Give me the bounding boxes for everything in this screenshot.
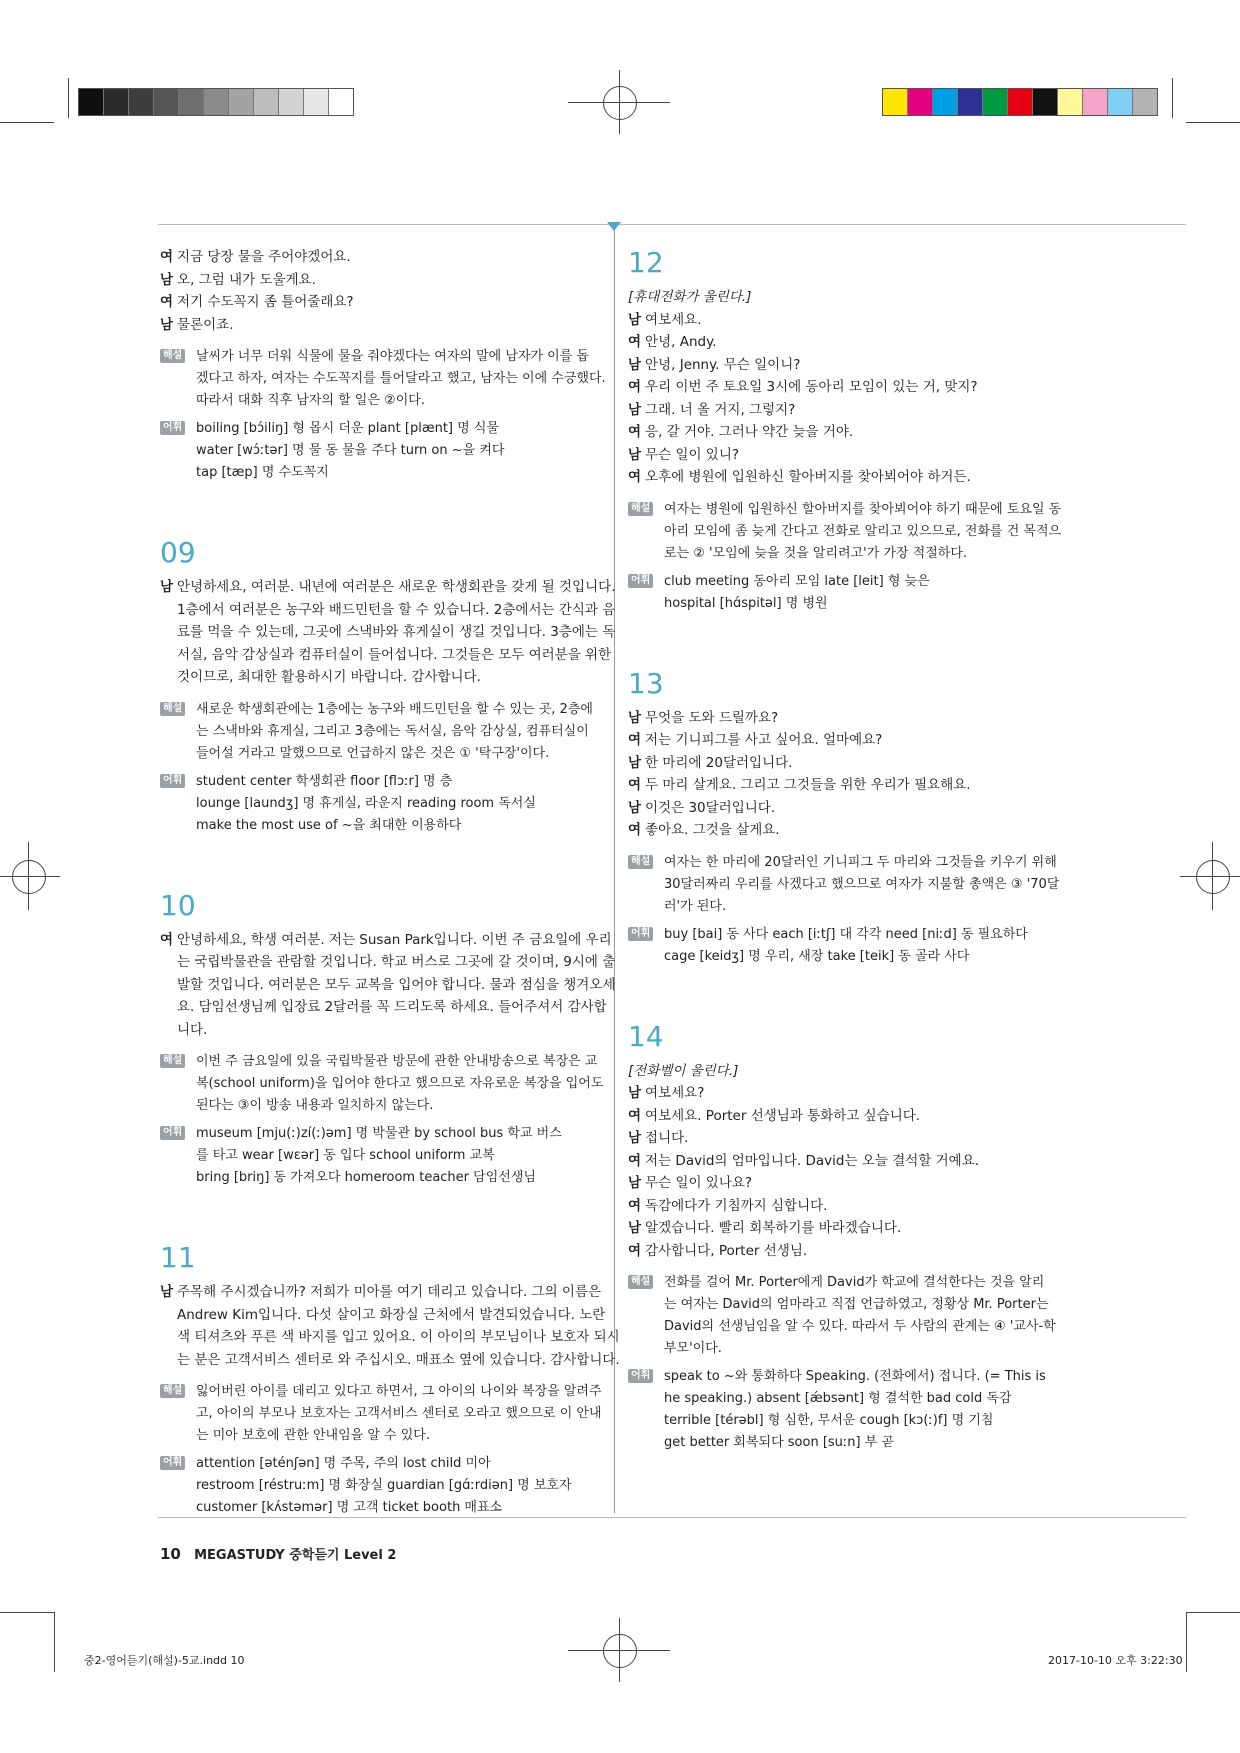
dialog-line <box>628 1105 1072 1128</box>
explanation-note <box>160 346 606 412</box>
dialog-line <box>160 314 602 337</box>
vocabulary-badge: 어휘 <box>160 1456 185 1470</box>
color-swatch <box>908 89 933 115</box>
speaker-label: 여 <box>628 1152 642 1169</box>
registration-mark-left <box>12 860 46 894</box>
dialog-text: 서실, 음악 감상실과 컴퓨터실이 들어섭니다. 그것들은 모두 여러분을 위한 <box>177 646 612 663</box>
note-line: 는 미아 보호에 관한 안내임을 알 수 있다. <box>196 1428 430 1443</box>
column-divider <box>614 228 615 1513</box>
color-swatch <box>1083 89 1108 115</box>
dialog-text: 지금 당장 물을 주어야겠어요. <box>177 249 351 265</box>
dialog-text: 는 국립박물관을 관람할 것입니다. 학교 버스로 그곳에 갈 것이며, 9시에 출 <box>177 954 616 970</box>
speaker-label: 남 <box>160 271 174 288</box>
page-footer <box>160 1544 396 1563</box>
dialog-text: 발할 것입니다. 여러분은 모두 교복을 입어야 합니다. 물과 점심을 챙겨오세 <box>177 976 616 993</box>
note-line: 잃어버린 아이를 데리고 있다고 하면서, 그 아이의 나이와 복장을 알려주 <box>196 1384 602 1399</box>
dialog-line <box>628 1150 1072 1173</box>
crop-mark <box>1186 1612 1240 1613</box>
vocab-line: buy [bai] 동 사다 each [iːtʃ] 대 각각 need [niːd] 동 필요하다 <box>664 926 1028 942</box>
color-swatch <box>329 89 353 115</box>
dialog-line <box>628 309 1072 332</box>
dialog-line <box>628 819 1072 842</box>
note-line: 30달러짜리 우리를 사겠다고 했으므로 여자가 지불할 총액은 ③ '70달 <box>664 876 1060 892</box>
speaker-label: 여 <box>628 334 642 350</box>
note-line: 겠다고 하자, 여자는 수도꼭지를 틀어달라고 했고, 남자는 이에 수긍했다. <box>196 371 606 386</box>
dialog-text: 1층에서 여러분은 농구와 배드민턴을 할 수 있습니다. 2층에서는 간식과 음 <box>177 601 616 618</box>
note-line: 따라서 대화 직후 남자의 할 일은 ②이다. <box>196 393 425 408</box>
speaker-label: 여 <box>628 1197 642 1214</box>
monologue-line <box>160 666 602 689</box>
registration-mark-bottom <box>619 1618 620 1682</box>
dialog-text: 알겠습니다. 빨리 회복하기를 바라겠습니다. <box>645 1220 902 1236</box>
dialog-line <box>628 421 1072 444</box>
dialog-text: 안녕하세요, 학생 여러분. 저는 Susan Park입니다. 이번 주 금요일에 우리 <box>177 931 612 948</box>
vocab-line: club meeting 동아리 모임 late [leit] 형 늦은 <box>664 573 930 589</box>
dialog-line <box>628 797 1072 820</box>
speaker-label: 여 <box>628 1242 642 1259</box>
registration-mark-bottom <box>603 1634 637 1668</box>
dialog-text: 독감에다가 기침까지 심합니다. <box>645 1197 828 1214</box>
note-line: 고, 아이의 부모나 보호자는 고객서비스 센터로 오라고 했으므로 이 안내 <box>196 1406 602 1421</box>
dialog-line <box>628 729 1072 752</box>
color-swatch <box>229 89 254 115</box>
registration-mark-left <box>28 842 29 910</box>
dialog-line <box>628 752 1072 775</box>
vocabulary-list <box>160 1453 602 1519</box>
note-line: 러'가 된다. <box>664 898 727 914</box>
registration-mark-top <box>603 86 637 120</box>
grayscale-color-bar <box>78 88 354 116</box>
speaker-label: 남 <box>160 579 174 595</box>
color-swatch <box>254 89 279 115</box>
monologue-line <box>160 1326 620 1349</box>
dialog-text: 무슨 일이 있니? <box>645 446 740 463</box>
registration-mark-right <box>1196 860 1230 894</box>
vocab-line: customer [kʌ́stəmər] 명 고객 ticket booth 매표소 <box>196 1500 503 1515</box>
speaker-label: 여 <box>628 732 642 748</box>
crop-mark <box>54 1612 55 1672</box>
color-swatch <box>129 89 154 115</box>
dialog-text: 주목해 주시겠습니까? 저희가 미아를 여기 데리고 있습니다. 그의 이름은 <box>177 1284 602 1300</box>
monologue-line <box>160 951 616 974</box>
registration-mark-top <box>619 70 620 134</box>
color-swatch <box>154 89 179 115</box>
dialog-text: 오, 그럼 내가 도울게요. <box>177 271 316 288</box>
dialog-text: 여보세요? <box>645 1085 705 1101</box>
vocabulary-badge: 어휘 <box>160 1126 185 1140</box>
speaker-label: 남 <box>628 1085 642 1101</box>
speaker-label: 여 <box>160 249 174 265</box>
note-line: 여자는 한 마리에 20달러인 기니피그 두 마리와 그것들을 키우기 위해 <box>664 854 1057 870</box>
dialog-line <box>628 444 1072 467</box>
dialog-line <box>628 331 1072 354</box>
process-color-bar <box>882 88 1158 116</box>
dialog-text: 응, 갈 거야. 그러나 약간 늦을 거야. <box>645 424 854 440</box>
timestamp-slug: 2017-10-10 오후 3:22:30 <box>1048 1654 1183 1667</box>
dialog-text: 여보세요. <box>645 311 702 328</box>
note-line: 부모'이다. <box>664 1341 722 1356</box>
dialog-text: 오후에 병원에 입원하신 할아버지를 찾아뵈어야 하거든. <box>645 469 971 485</box>
page-number: 10 <box>160 1545 181 1563</box>
dialog-line <box>628 1127 1072 1150</box>
dialog-line <box>628 376 1072 399</box>
vocab-line: he speaking.) absent [ǽbsənt] 형 결석한 bad cold 독감 <box>664 1391 1012 1406</box>
crop-mark <box>68 78 69 118</box>
dialog-text: 여보세요. Porter 선생님과 통화하고 싶습니다. <box>645 1107 921 1124</box>
header-rule <box>158 224 1186 225</box>
note-line: 복(school uniform)을 입어야 한다고 했으므로 자유로운 복장을 입어도 <box>196 1076 604 1091</box>
dialog-text: Andrew Kim입니다. 다섯 살이고 화장실 근처에서 발견되었습니다. 노란 <box>177 1306 606 1323</box>
color-swatch <box>933 89 958 115</box>
dialog-text: 이것은 30달러입니다. <box>645 799 776 816</box>
dialog-text: 무슨 일이 있나요? <box>645 1175 753 1191</box>
speaker-label: 남 <box>628 1175 642 1191</box>
crop-mark <box>1186 122 1240 123</box>
monologue-line <box>160 996 607 1019</box>
question-number: 09 <box>160 536 196 569</box>
note-line: 는 여자는 David의 엄마라고 직접 언급하였고, 정황상 Mr. Porter는 <box>664 1297 1049 1312</box>
vocab-line: make the most use of ~을 최대한 이용하다 <box>196 817 462 833</box>
dialog-line <box>160 269 602 292</box>
explanation-note <box>160 346 606 412</box>
dialog-line <box>160 291 602 314</box>
dialog-text: 니다. <box>177 1021 208 1038</box>
vocab-line: tap [tæp] 명 수도꼭지 <box>196 465 329 480</box>
color-swatch <box>79 89 104 115</box>
color-swatch <box>179 89 204 115</box>
explanation-badge: 해설 <box>160 1384 185 1398</box>
dialog-line <box>628 354 1072 377</box>
dialog-line <box>628 1217 1072 1240</box>
note-line: 새로운 학생회관에는 1층에는 농구와 배드민턴을 할 수 있는 곳, 2층에 <box>196 701 593 717</box>
explanation-badge: 해설 <box>628 855 653 869</box>
monologue-line <box>160 644 612 667</box>
note-line: 여자는 병원에 입원하신 할아버지를 찾아뵈어야 하기 때문에 토요일 동 <box>664 501 1062 517</box>
right-column <box>628 246 1072 1454</box>
dialog-continuation <box>160 246 602 336</box>
stage-direction: [휴대전화가 울린다.] <box>628 289 752 305</box>
monologue-line <box>160 576 616 599</box>
registration-mark-left <box>0 876 60 877</box>
vocabulary-list <box>160 418 602 484</box>
dialog-text: 안녕, Jenny. 무슨 일이니? <box>645 356 801 373</box>
dialog-text: 안녕, Andy. <box>645 334 717 350</box>
dialog-text: 저기 수도꼭지 좀 틀어줄래요? <box>177 294 354 310</box>
vocabulary-list <box>160 418 602 484</box>
dialog-text: 저는 David의 엄마입니다. David는 오늘 결석할 거예요. <box>645 1152 980 1169</box>
speaker-label: 남 <box>160 316 174 333</box>
speaker-label: 여 <box>628 379 642 395</box>
vocab-line: hospital [hɑ́spitəl] 명 병원 <box>664 595 828 611</box>
color-swatch <box>883 89 908 115</box>
vocabulary-list <box>628 1366 1072 1454</box>
dialog-text: 우리 이번 주 토요일 3시에 동아리 모임이 있는 거, 맞지? <box>645 379 978 395</box>
vocab-line: water [wɔ́ːtər] 명 물 동 물을 주다 turn on ~을 켜다 <box>196 443 505 458</box>
color-swatch <box>1058 89 1083 115</box>
dialog-text: 두 마리 살게요. 그리고 그것들을 위한 우리가 필요해요. <box>645 777 971 793</box>
vocab-line: terrible [térəbl] 형 심한, 무서운 cough [kɔ(ː)f] 명 기침 <box>664 1413 994 1428</box>
question-11 <box>160 1241 620 1519</box>
question-number: 14 <box>628 1019 664 1053</box>
speaker-label: 여 <box>628 822 642 838</box>
dialog-text: 색 티셔츠와 푸른 색 바지를 입고 있어요. 이 아이의 부모님이나 보호자 되시 <box>177 1329 620 1345</box>
left-column <box>160 246 620 1519</box>
speaker-label: 남 <box>628 1220 642 1236</box>
crop-mark <box>0 122 54 123</box>
note-line: 된다는 ③이 방송 내용과 일치하지 않는다. <box>196 1098 434 1113</box>
note-line: 아리 모임에 좀 늦게 간다고 전화로 알리고 있으므로, 전화를 건 목적으 <box>664 523 1062 539</box>
registration-mark-right <box>1180 876 1240 877</box>
book-title: MEGASTUDY 중학듣기 Level 2 <box>194 1548 397 1563</box>
dialog-text: 그래. 너 올 거지, 그렇지? <box>645 401 796 418</box>
explanation-badge: 해설 <box>160 349 185 363</box>
dialog-text: 안녕하세요, 여러분. 내년에 여러분은 새로운 학생회관을 갖게 될 것입니다. <box>177 579 616 595</box>
speaker-label: 남 <box>628 799 642 816</box>
color-swatch <box>279 89 304 115</box>
vocab-line: student center 학생회관 floor [flɔːr] 명 층 <box>196 773 453 789</box>
speaker-label: 여 <box>628 1107 642 1124</box>
explanation-badge: 해설 <box>160 702 185 716</box>
explanation-note <box>160 1051 602 1117</box>
dialog-text: 요. 담임선생님께 입장료 2달러를 꼭 드리도록 하세요. 들어주셔서 감사합 <box>177 999 607 1015</box>
vocabulary-list <box>628 571 1072 615</box>
color-swatch <box>304 89 329 115</box>
dialog-line <box>628 1240 1072 1263</box>
dialog-line <box>628 707 1072 730</box>
explanation-badge: 해설 <box>160 1054 185 1068</box>
question-14 <box>628 1020 1072 1455</box>
dialog-text: 한 마리에 20달러입니다. <box>645 754 793 771</box>
crop-mark <box>1172 78 1173 118</box>
dialog-text: 것이므로, 최대한 활용하시기 바랍니다. 감사합니다. <box>177 669 481 685</box>
vocab-line: lounge [laundʒ] 명 휴게실, 라운지 reading room 독서실 <box>196 795 536 811</box>
question-12 <box>628 246 1072 615</box>
note-line: 전화를 걸어 Mr. Porter에게 David가 학교에 결석한다는 것을 알리 <box>664 1275 1045 1290</box>
dialog-line <box>628 399 1072 422</box>
note-line: 들어설 거라고 말했으므로 언급하지 않은 것은 ① '탁구장'이다. <box>196 745 550 761</box>
dialog-text: 저는 기니피그를 사고 싶어요. 얼마예요? <box>645 732 883 748</box>
monologue-line <box>160 929 612 952</box>
dialog-text: 무엇을 도와 드릴까요? <box>645 709 779 726</box>
speaker-label: 남 <box>628 401 642 418</box>
registration-mark-right <box>1212 842 1213 910</box>
explanation-badge: 해설 <box>628 1275 653 1289</box>
explanation-note <box>160 1381 602 1447</box>
speaker-label: 남 <box>160 1284 174 1300</box>
note-line: 로는 ② '모임에 늦을 것을 알리려고'가 가장 적절하다. <box>664 545 968 561</box>
vocab-line: get better 회복되다 soon [suːn] 부 곧 <box>664 1435 894 1450</box>
color-swatch <box>1108 89 1133 115</box>
dialog-text: 좋아요. 그것을 살게요. <box>645 822 780 838</box>
dialog-text: 물론이죠. <box>177 316 234 333</box>
vocab-line: bring [briŋ] 동 가져오다 homeroom teacher 담임선생님 <box>196 1170 536 1185</box>
vocabulary-badge: 어휘 <box>160 421 185 435</box>
color-swatch <box>1133 89 1157 115</box>
vocab-line: museum [mju(ː)zí(ː)əm] 명 박물관 by school bus 학교 버스 <box>196 1126 562 1141</box>
dialog-line <box>628 1082 1072 1105</box>
crop-mark <box>0 1612 54 1613</box>
vocab-line: boiling [bɔ́iliŋ] 형 몹시 더운 plant [plænt] 명 식물 <box>196 421 499 436</box>
color-swatch <box>1033 89 1058 115</box>
monologue-line <box>160 1281 602 1304</box>
speaker-label: 남 <box>628 1130 642 1146</box>
vocabulary-list <box>160 771 602 837</box>
file-slug: 중2-영어듣기(해설)-5교.indd 10 <box>84 1654 245 1667</box>
explanation-badge: 해설 <box>628 502 653 516</box>
monologue-line <box>160 621 616 644</box>
note-line: 이번 주 금요일에 있을 국립박물관 방문에 관한 안내방송으로 복장은 교 <box>196 1054 598 1069</box>
vocab-line: cage [keidʒ] 명 우리, 새장 take [teik] 동 골라 사다 <box>664 948 970 964</box>
explanation-note <box>628 499 1072 565</box>
explanation-note <box>628 852 1072 918</box>
dialog-text: 는 분은 고객서비스 센터로 와 주십시오. 매표소 옆에 있습니다. 감사합니다. <box>177 1351 620 1368</box>
speaker-label: 남 <box>628 446 642 463</box>
dialog-line <box>628 1195 1072 1218</box>
stage-direction: [전화벨이 울린다.] <box>628 1062 739 1079</box>
note-line: 는 스낵바와 휴게실, 그리고 3층에는 독서실, 음악 감상실, 컴퓨터실이 <box>196 723 589 739</box>
note-line: David의 선생님임을 알 수 있다. 따라서 두 사람의 관계는 ④ '교사-학 <box>664 1319 1056 1334</box>
vocabulary-list <box>160 1123 602 1189</box>
dialog-text: 료를 먹을 수 있는데, 그곳에 스낵바와 휴게실이 생길 것입니다. 3층에는 독 <box>177 624 616 640</box>
monologue-line <box>160 974 616 997</box>
vocabulary-badge: 어휘 <box>628 1369 653 1383</box>
dialog-line <box>628 774 1072 797</box>
explanation-note <box>628 1272 1072 1360</box>
monologue-line <box>160 1304 606 1327</box>
crop-mark <box>1186 1612 1187 1672</box>
dialog-line <box>160 246 602 269</box>
vocabulary-badge: 어휘 <box>628 927 653 941</box>
color-swatch <box>204 89 229 115</box>
monologue-line <box>160 1019 602 1042</box>
vocab-line: restroom [réstruːm] 명 화장실 guardian [gɑ́ːrdiən] 명 보호자 <box>196 1478 572 1493</box>
dialog-text: 감사합니다, Porter 선생님. <box>645 1242 808 1259</box>
vocabulary-badge: 어휘 <box>160 774 185 788</box>
question-13 <box>628 667 1072 968</box>
vocabulary-badge: 어휘 <box>628 574 653 588</box>
note-line: 날씨가 너무 더워 식물에 물을 줘야겠다는 여자의 말에 남자가 이를 돕 <box>196 349 589 364</box>
dialog-line <box>628 466 1072 489</box>
question-10 <box>160 888 616 1190</box>
monologue-line <box>160 599 616 622</box>
question-number: 10 <box>160 888 196 922</box>
speaker-label: 여 <box>160 294 174 310</box>
vocabulary-list <box>628 924 1072 968</box>
color-swatch <box>1008 89 1033 115</box>
question-number: 12 <box>628 246 664 279</box>
speaker-label: 여 <box>628 777 642 793</box>
color-swatch <box>104 89 129 115</box>
question-number: 13 <box>628 666 664 700</box>
vocab-line: speak to ~와 통화하다 Speaking. (전화에서) 접니다. (= This is <box>664 1369 1046 1384</box>
question-number: 11 <box>160 1241 196 1274</box>
color-swatch <box>958 89 983 115</box>
speaker-label: 남 <box>628 754 642 771</box>
dialog-line <box>628 1172 1072 1195</box>
speaker-label: 여 <box>160 931 174 948</box>
speaker-label: 남 <box>628 709 642 726</box>
explanation-note <box>160 699 602 765</box>
vocab-line: attention [əténʃən] 명 주목, 주의 lost child 미아 <box>196 1456 491 1471</box>
speaker-label: 남 <box>628 356 642 373</box>
dialog-text: 접니다. <box>645 1130 689 1146</box>
speaker-label: 남 <box>628 311 642 328</box>
speaker-label: 여 <box>628 469 642 485</box>
monologue-line <box>160 1349 620 1372</box>
question-09 <box>160 536 616 837</box>
speaker-label: 여 <box>628 424 642 440</box>
vocab-line: 를 타고 wear [wɛər] 동 입다 school uniform 교복 <box>196 1148 495 1163</box>
color-swatch <box>983 89 1008 115</box>
